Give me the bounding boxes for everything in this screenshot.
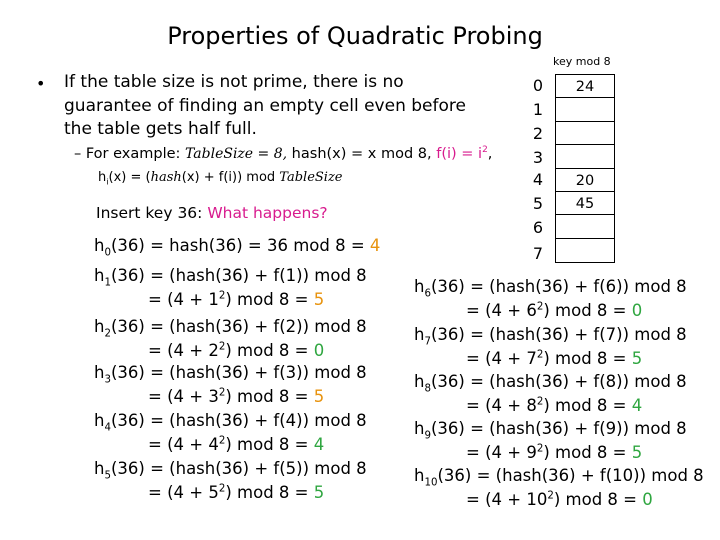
- probe-h: h: [94, 266, 105, 285]
- probe-expr: (36) = hash(36) = 36 mod 8 =: [110, 236, 370, 255]
- probe-result: 0: [642, 490, 653, 509]
- table-index-4: 4: [532, 170, 544, 189]
- probe-line-result: [466, 348, 642, 370]
- insert-line: [96, 204, 328, 222]
- example-tail: ,: [487, 146, 493, 162]
- example-hash: hash(x) = x mod 8,: [287, 146, 437, 162]
- probe-index: 7: [424, 336, 431, 348]
- probe-index: 5: [104, 470, 111, 482]
- slide-title: Properties of Quadratic Probing: [167, 22, 543, 50]
- table-cell: 20: [556, 169, 614, 192]
- probe-mod: ) mod 8 =: [553, 490, 643, 509]
- probe-mod: ) mod 8 =: [225, 341, 314, 360]
- probe-mod: ) mod 8 =: [225, 387, 314, 406]
- probe-exp: 2: [218, 435, 226, 447]
- probe-calc: = (4 + 5: [148, 483, 219, 502]
- probe-line-result: [148, 386, 324, 408]
- probe-exp: 2: [218, 387, 226, 399]
- insert-lead: Insert key 36:: [96, 204, 208, 222]
- formula-b: (x) + f(i)) mod: [181, 170, 280, 185]
- probe-expr: (36) = (hash(36) + f(10)) mod 8: [437, 466, 704, 485]
- probe-index: 10: [424, 477, 438, 489]
- probe-h: h: [414, 419, 425, 438]
- probe-mod: ) mod 8 =: [543, 301, 632, 320]
- probe-line-h7: [414, 324, 687, 346]
- probe-expr: (36) = (hash(36) + f(9)) mod 8: [430, 419, 687, 438]
- example-formula: [98, 170, 343, 185]
- probe-h: h: [94, 411, 105, 430]
- probe-result: 0: [313, 341, 325, 360]
- probe-h: h: [94, 236, 105, 255]
- probe-line-h4: [94, 410, 367, 432]
- probe-h: h: [94, 317, 105, 336]
- probe-line-h3: [94, 362, 367, 384]
- probe-h: h: [414, 372, 425, 391]
- probe-index: 8: [424, 383, 431, 395]
- probe-line-h0: [94, 235, 380, 257]
- probe-line-result: [466, 489, 653, 511]
- formula-h: h: [98, 170, 107, 185]
- probe-exp: 2: [536, 349, 544, 361]
- probe-result: 4: [369, 236, 381, 255]
- probe-line-result: [466, 442, 642, 464]
- probe-result: 4: [313, 435, 325, 454]
- probe-result: 5: [631, 349, 643, 368]
- formula-a: (x) = (: [108, 170, 151, 185]
- probe-calc: = (4 + 7: [466, 349, 537, 368]
- bullet-marker: •: [36, 74, 46, 93]
- table-index-3: 3: [532, 148, 544, 167]
- probe-exp: 2: [218, 290, 226, 302]
- probe-expr: (36) = (hash(36) + f(2)) mod 8: [110, 317, 367, 336]
- probe-calc: = (4 + 10: [466, 490, 548, 509]
- probe-calc: = (4 + 8: [466, 396, 537, 415]
- example-line: [74, 146, 492, 162]
- probe-line-h6: [414, 276, 687, 298]
- probe-mod: ) mod 8 =: [225, 483, 314, 502]
- probe-h: h: [94, 363, 105, 382]
- probe-exp: 2: [218, 341, 226, 353]
- example-f-label: f(i) = i: [436, 146, 483, 162]
- probe-line-result: [466, 395, 642, 417]
- table-cell: 45: [556, 192, 614, 215]
- probe-index: 0: [104, 247, 111, 259]
- formula-hash: hash: [150, 170, 182, 185]
- formula-tablesize: TableSize: [279, 170, 343, 185]
- probe-line-h9: [414, 418, 687, 440]
- probe-line-result: [148, 482, 324, 504]
- probe-line-result: [466, 300, 642, 322]
- probe-line-result: [148, 289, 324, 311]
- probe-expr: (36) = (hash(36) + f(6)) mod 8: [430, 277, 687, 296]
- probe-line-h5: [94, 458, 367, 480]
- probe-calc: = (4 + 4: [148, 435, 219, 454]
- probe-exp: 2: [218, 483, 226, 495]
- bullet-text: If the table size is not prime, there is no guarantee of finding an empty cell even before the table gets half full.: [64, 72, 466, 139]
- example-lead: – For example:: [74, 146, 186, 162]
- probe-line-h8: [414, 371, 687, 393]
- probe-h: h: [94, 459, 105, 478]
- probe-line-h1: [94, 265, 367, 287]
- probe-calc: = (4 + 3: [148, 387, 219, 406]
- probe-line-h2: [94, 316, 367, 338]
- hash-table: [555, 74, 615, 263]
- probe-index: 6: [424, 288, 431, 300]
- probe-exp: 2: [536, 301, 544, 313]
- probe-h: h: [414, 466, 425, 485]
- probe-line-result: [148, 340, 324, 362]
- probe-index: 9: [424, 430, 431, 442]
- probe-line-result: [148, 434, 324, 456]
- probe-index: 4: [104, 422, 111, 434]
- probe-index: 3: [104, 374, 111, 386]
- probe-expr: (36) = (hash(36) + f(1)) mod 8: [110, 266, 367, 285]
- probe-calc: = (4 + 1: [148, 290, 219, 309]
- example-tablesize: TableSize = 8,: [185, 146, 288, 162]
- table-index-2: 2: [532, 124, 544, 143]
- table-index-5: 5: [532, 194, 544, 213]
- probe-expr: (36) = (hash(36) + f(7)) mod 8: [430, 325, 687, 344]
- probe-mod: ) mod 8 =: [543, 349, 632, 368]
- probe-index: 1: [104, 277, 111, 289]
- probe-index: 2: [104, 328, 111, 340]
- probe-mod: ) mod 8 =: [225, 290, 314, 309]
- probe-expr: (36) = (hash(36) + f(3)) mod 8: [110, 363, 367, 382]
- table-cell: [556, 145, 614, 168]
- probe-exp: 2: [536, 443, 544, 455]
- probe-expr: (36) = (hash(36) + f(5)) mod 8: [110, 459, 367, 478]
- probe-expr: (36) = (hash(36) + f(8)) mod 8: [430, 372, 687, 391]
- probe-result: 5: [313, 483, 325, 502]
- example-f-exp: 2: [482, 145, 488, 156]
- probe-result: 5: [313, 387, 325, 406]
- probe-expr: (36) = (hash(36) + f(4)) mod 8: [110, 411, 367, 430]
- probe-mod: ) mod 8 =: [543, 443, 632, 462]
- table-cell: [556, 239, 614, 262]
- table-cell: 24: [556, 75, 614, 98]
- table-header: key mod 8: [553, 55, 611, 68]
- probe-calc: = (4 + 2: [148, 341, 219, 360]
- table-index-0: 0: [532, 76, 544, 95]
- table-index-6: 6: [532, 218, 544, 237]
- table-cell: [556, 215, 614, 238]
- probe-mod: ) mod 8 =: [543, 396, 632, 415]
- probe-calc: = (4 + 6: [466, 301, 537, 320]
- probe-result: 0: [631, 301, 643, 320]
- table-index-7: 7: [532, 244, 544, 263]
- probe-mod: ) mod 8 =: [225, 435, 314, 454]
- probe-result: 4: [631, 396, 643, 415]
- probe-calc: = (4 + 9: [466, 443, 537, 462]
- table-cell: [556, 122, 614, 145]
- table-cell: [556, 98, 614, 121]
- probe-h: h: [414, 277, 425, 296]
- probe-line-h10: [414, 465, 704, 487]
- table-index-1: 1: [532, 100, 544, 119]
- probe-result: 5: [313, 290, 325, 309]
- probe-h: h: [414, 325, 425, 344]
- probe-result: 5: [631, 443, 643, 462]
- probe-exp: 2: [536, 396, 544, 408]
- probe-exp: 2: [547, 490, 554, 502]
- formula-i: i: [106, 177, 109, 187]
- insert-question: What happens?: [207, 204, 328, 222]
- example-f: [436, 146, 488, 162]
